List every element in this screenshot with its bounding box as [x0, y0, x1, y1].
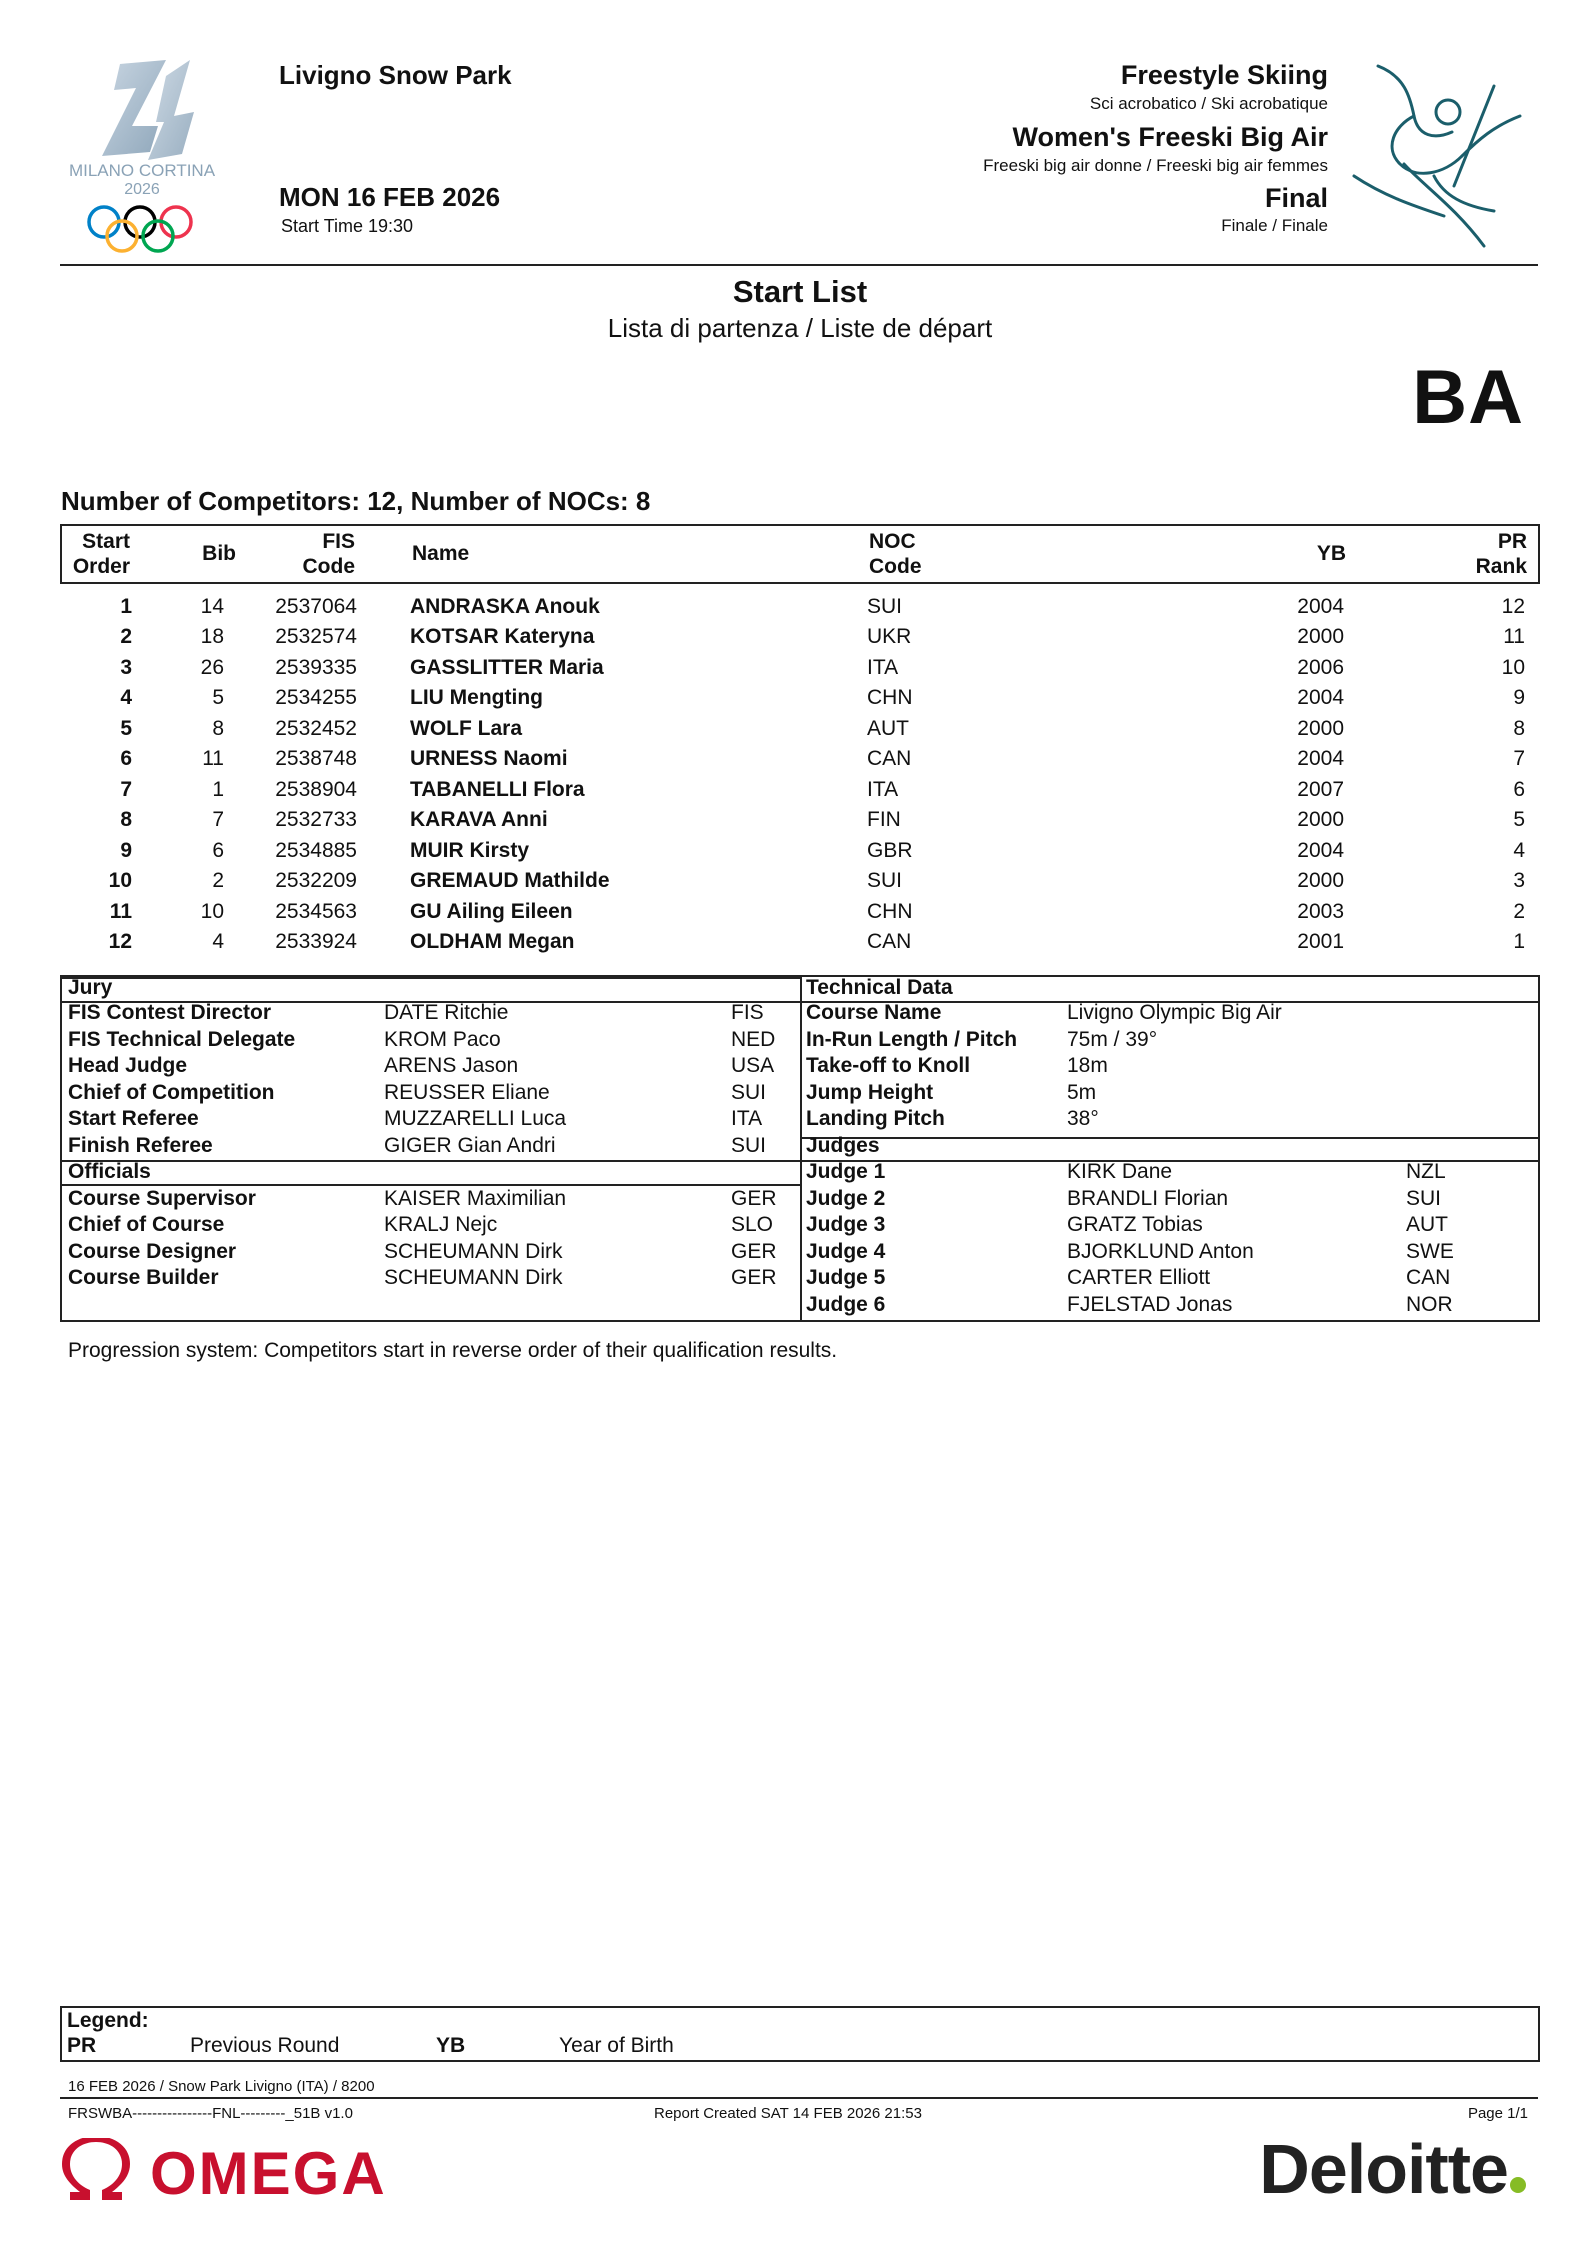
- competitor-summary: Number of Competitors: 12, Number of NOCs: 8: [61, 486, 651, 516]
- pr-rank: 6: [1513, 778, 1525, 801]
- noc-code: SUI: [867, 869, 903, 892]
- technical-value: 18m: [1067, 1054, 1108, 1077]
- document-subtitle: Lista di partenza / Liste de départ: [607, 313, 993, 343]
- judge-role: Judge 4: [806, 1240, 886, 1263]
- year-of-birth: 2004: [1297, 839, 1344, 862]
- judge-noc: SWE: [1406, 1240, 1454, 1263]
- year-of-birth: 2004: [1297, 595, 1344, 618]
- bib: 14: [200, 595, 224, 618]
- table-row: [60, 683, 1540, 713]
- bib: 5: [212, 686, 224, 709]
- legend-abbr: PR: [67, 2034, 97, 2057]
- header-name: Name: [412, 542, 470, 565]
- start-order: 1: [120, 595, 132, 618]
- header-pr-line1: PR: [1497, 530, 1527, 553]
- fis-code: 2538748: [275, 747, 357, 770]
- legend-abbr: YB: [436, 2034, 466, 2057]
- official-noc: GER: [731, 1240, 777, 1263]
- year-of-birth: 2001: [1297, 930, 1344, 953]
- year-of-birth: 2000: [1297, 869, 1344, 892]
- pr-rank: 11: [1503, 625, 1525, 648]
- year-of-birth: 2000: [1297, 808, 1344, 831]
- year-of-birth: 2004: [1297, 747, 1344, 770]
- official-noc: SLO: [731, 1213, 774, 1236]
- pr-rank: 12: [1501, 595, 1525, 618]
- official-noc: GER: [731, 1266, 777, 1289]
- svg-text:MILANO CORTINA: MILANO CORTINA: [68, 161, 216, 180]
- noc-code: CAN: [867, 747, 912, 770]
- athlete-name: MUIR Kirsty: [410, 839, 530, 862]
- table-row: [60, 866, 1540, 896]
- athlete-name: TABANELLI Flora: [410, 778, 585, 801]
- judge-noc: CAN: [1406, 1266, 1451, 1289]
- fis-code: 2534255: [275, 686, 357, 709]
- noc-code: AUT: [867, 717, 909, 740]
- athlete-name: KOTSAR Kateryna: [410, 625, 595, 648]
- pr-rank: 4: [1513, 839, 1525, 862]
- athlete-name: OLDHAM Megan: [410, 930, 575, 953]
- technical-value: 38°: [1067, 1107, 1099, 1130]
- jury-role: FIS Contest Director: [68, 1001, 272, 1024]
- start-order: 10: [108, 869, 132, 892]
- technical-title: Technical Data: [806, 976, 953, 999]
- year-of-birth: 2000: [1297, 625, 1344, 648]
- olympic-rings-icon: [89, 207, 191, 251]
- official-name: KRALJ Nejc: [384, 1213, 498, 1236]
- year-of-birth: 2007: [1297, 778, 1344, 801]
- event-date: MON 16 FEB 2026: [279, 182, 501, 212]
- jury-title: Jury: [68, 976, 113, 999]
- jury-noc: SUI: [731, 1134, 767, 1157]
- fis-code: 2532733: [275, 808, 357, 831]
- box-divider: [800, 977, 802, 1320]
- noc-code: CAN: [867, 930, 912, 953]
- technical-label: Landing Pitch: [806, 1107, 945, 1130]
- bib: 8: [212, 717, 224, 740]
- freestyle-skier-pictogram-icon: [1344, 56, 1530, 256]
- judge-role: Judge 2: [806, 1187, 886, 1210]
- table-row: [60, 836, 1540, 866]
- deloitte-dot-icon: [1510, 2177, 1526, 2193]
- fis-code: 2532209: [275, 869, 357, 892]
- jury-name: GIGER Gian Andri: [384, 1134, 556, 1157]
- noc-code: ITA: [867, 778, 899, 801]
- judge-noc: SUI: [1406, 1187, 1442, 1210]
- judge-name: BJORKLUND Anton: [1067, 1240, 1254, 1263]
- noc-code: UKR: [867, 625, 912, 648]
- noc-code: CHN: [867, 900, 913, 923]
- start-list-header: [60, 524, 1540, 584]
- jury-noc: SUI: [731, 1081, 767, 1104]
- start-time: Start Time 19:30: [281, 216, 414, 236]
- phase-subtitle: Finale / Finale: [1221, 216, 1328, 235]
- header-fis-line1: FIS: [322, 530, 355, 553]
- start-order: 5: [120, 717, 132, 740]
- jury-role: Chief of Competition: [68, 1081, 275, 1104]
- technical-value: 75m / 39°: [1067, 1028, 1158, 1051]
- svg-text:2026: 2026: [124, 181, 160, 198]
- header-noc-line2: Code: [869, 555, 922, 578]
- year-of-birth: 2003: [1297, 900, 1344, 923]
- jury-name: ARENS Jason: [384, 1054, 519, 1077]
- fis-code: 2537064: [275, 595, 357, 618]
- venue-name: Livigno Snow Park: [279, 60, 512, 90]
- header-bib: Bib: [202, 542, 236, 565]
- legend-text: Previous Round: [190, 2034, 340, 2057]
- official-role: Course Builder: [68, 1266, 219, 1289]
- athlete-name: LIU Mengting: [410, 686, 543, 709]
- table-row: [60, 622, 1540, 652]
- technical-label: In-Run Length / Pitch: [806, 1028, 1018, 1051]
- bib: 6: [212, 839, 224, 862]
- start-order: 8: [120, 808, 132, 831]
- judge-name: KIRK Dane: [1067, 1160, 1173, 1183]
- omega-logo: [60, 2138, 420, 2208]
- judge-name: CARTER Elliott: [1067, 1266, 1211, 1289]
- judge-name: FJELSTAD Jonas: [1067, 1293, 1233, 1316]
- footer-page-number: Page 1/1: [1467, 2105, 1528, 2122]
- athlete-name: GREMAUD Mathilde: [410, 869, 610, 892]
- technical-label: Course Name: [806, 1001, 942, 1024]
- athlete-name: WOLF Lara: [410, 717, 523, 740]
- header-fis-line2: Code: [302, 555, 355, 578]
- noc-code: GBR: [867, 839, 913, 862]
- fis-code: 2534885: [275, 839, 357, 862]
- start-order: 4: [120, 686, 132, 709]
- table-row: [60, 653, 1540, 683]
- document-code: BA: [1412, 355, 1524, 440]
- bib: 1: [212, 778, 224, 801]
- legend-title: Legend:: [67, 2009, 149, 2032]
- pr-rank: 2: [1513, 900, 1525, 923]
- header-fis-code: [303, 529, 356, 579]
- header-pr-line2: Rank: [1475, 555, 1527, 578]
- year-of-birth: 2000: [1297, 717, 1344, 740]
- official-role: Chief of Course: [68, 1213, 225, 1236]
- athlete-name: ANDRASKA Anouk: [410, 595, 600, 618]
- table-row: [60, 897, 1540, 927]
- jury-noc: USA: [731, 1054, 775, 1077]
- start-order: 7: [120, 778, 132, 801]
- header-noc-line1: NOC: [869, 530, 916, 553]
- judge-noc: AUT: [1406, 1213, 1448, 1236]
- judge-role: Judge 6: [806, 1293, 886, 1316]
- box-rule: [62, 977, 800, 979]
- bib: 4: [212, 930, 224, 953]
- start-order: 3: [120, 656, 132, 679]
- bib: 7: [212, 808, 224, 831]
- header-pr-rank: [1476, 529, 1527, 579]
- bib: 10: [200, 900, 224, 923]
- box-rule: [62, 1160, 800, 1162]
- official-role: Course Designer: [68, 1240, 237, 1263]
- jury-noc: ITA: [731, 1107, 763, 1130]
- fis-code: 2534563: [275, 900, 357, 923]
- noc-code: FIN: [867, 808, 901, 831]
- phase-title: Final: [1264, 183, 1328, 213]
- judge-role: Judge 1: [806, 1160, 886, 1183]
- pr-rank: 10: [1501, 656, 1525, 679]
- jury-noc: FIS: [731, 1001, 764, 1024]
- judge-noc: NZL: [1406, 1160, 1446, 1183]
- legend-box: [60, 2006, 1540, 2062]
- judge-name: BRANDLI Florian: [1067, 1187, 1229, 1210]
- jury-role: Start Referee: [68, 1107, 199, 1130]
- noc-code: SUI: [867, 595, 903, 618]
- start-order: 12: [108, 930, 132, 953]
- milano-cortina-logo: [62, 56, 222, 256]
- technical-label: Jump Height: [806, 1081, 934, 1104]
- sport-title: Freestyle Skiing: [1120, 60, 1328, 90]
- noc-code: ITA: [867, 656, 899, 679]
- judge-noc: NOR: [1406, 1293, 1453, 1316]
- athlete-name: GU Ailing Eileen: [410, 900, 573, 923]
- official-name: SCHEUMANN Dirk: [384, 1266, 563, 1289]
- event-subtitle: Freeski big air donne / Freeski big air femmes: [983, 156, 1328, 175]
- jury-name: MUZZARELLI Luca: [384, 1107, 567, 1130]
- year-of-birth: 2006: [1297, 656, 1344, 679]
- pr-rank: 1: [1513, 930, 1525, 953]
- judges-title: Judges: [806, 1134, 880, 1157]
- jury-name: KROM Paco: [384, 1028, 501, 1051]
- table-row: [60, 592, 1540, 622]
- header-start-order-line1: Start: [82, 530, 130, 553]
- fis-code: 2533924: [275, 930, 357, 953]
- fis-code: 2539335: [275, 656, 357, 679]
- noc-code: CHN: [867, 686, 913, 709]
- table-row: [60, 744, 1540, 774]
- omega-wordmark: OMEGA: [150, 2140, 387, 2207]
- table-row: [60, 927, 1540, 957]
- technical-value: Livigno Olympic Big Air: [1067, 1001, 1282, 1024]
- bib: 11: [202, 747, 224, 770]
- document-title: Start List: [732, 274, 868, 309]
- pr-rank: 5: [1513, 808, 1525, 831]
- judge-role: Judge 5: [806, 1266, 886, 1289]
- officials-title: Officials: [68, 1160, 151, 1183]
- start-order: 6: [120, 747, 132, 770]
- athlete-name: GASSLITTER Maria: [410, 656, 604, 679]
- bib: 18: [200, 625, 224, 648]
- footer-report-code: FRSWBA----------------FNL---------_51B v1.0: [68, 2105, 353, 2122]
- header-start-order: [73, 529, 130, 579]
- header-noc-code: [869, 529, 922, 579]
- official-noc: GER: [731, 1187, 777, 1210]
- legend-text: Year of Birth: [559, 2034, 674, 2057]
- table-row: [60, 775, 1540, 805]
- jury-noc: NED: [731, 1028, 776, 1051]
- judge-role: Judge 3: [806, 1213, 886, 1236]
- jury-role: Head Judge: [68, 1054, 188, 1077]
- official-name: SCHEUMANN Dirk: [384, 1240, 563, 1263]
- sport-subtitle: Sci acrobatico / Ski acrobatique: [1089, 94, 1328, 113]
- athlete-name: URNESS Naomi: [410, 747, 568, 770]
- fis-code: 2532452: [275, 717, 357, 740]
- table-row: [60, 714, 1540, 744]
- header-yb: YB: [1316, 542, 1346, 565]
- bib: 26: [200, 656, 224, 679]
- jury-name: REUSSER Eliane: [384, 1081, 550, 1104]
- event-title: Women's Freeski Big Air: [1012, 122, 1328, 152]
- technical-value: 5m: [1067, 1081, 1097, 1104]
- bib: 2: [212, 869, 224, 892]
- jury-role: Finish Referee: [68, 1134, 213, 1157]
- deloitte-wordmark: Deloitte: [1259, 2130, 1508, 2208]
- footer-divider: [60, 2097, 1538, 2099]
- header-start-order-line2: Order: [72, 555, 130, 578]
- jury-role: FIS Technical Delegate: [68, 1028, 296, 1051]
- header-divider: [60, 264, 1538, 266]
- pr-rank: 9: [1513, 686, 1525, 709]
- official-name: KAISER Maximilian: [384, 1187, 567, 1210]
- athlete-name: KARAVA Anni: [410, 808, 548, 831]
- start-order: 2: [120, 625, 132, 648]
- pr-rank: 3: [1513, 869, 1525, 892]
- jury-name: DATE Ritchie: [384, 1001, 509, 1024]
- fis-code: 2538904: [275, 778, 357, 801]
- pr-rank: 8: [1513, 717, 1525, 740]
- pr-rank: 7: [1513, 747, 1525, 770]
- year-of-birth: 2004: [1297, 686, 1344, 709]
- technical-label: Take-off to Knoll: [806, 1054, 971, 1077]
- table-row: [60, 805, 1540, 835]
- start-order: 11: [109, 900, 132, 923]
- deloitte-logo: [1259, 2130, 1526, 2210]
- start-order: 9: [120, 839, 132, 862]
- footer-report-created: Report Created SAT 14 FEB 2026 21:53: [654, 2105, 922, 2122]
- progression-note: Progression system: Competitors start in reverse order of their qualification results.: [68, 1339, 838, 1362]
- fis-code: 2532574: [275, 625, 357, 648]
- box-rule: [802, 1137, 1538, 1139]
- judge-name: GRATZ Tobias: [1067, 1213, 1203, 1236]
- official-role: Course Supervisor: [68, 1187, 256, 1210]
- footer-venue-line: 16 FEB 2026 / Snow Park Livigno (ITA) / 8200: [68, 2078, 375, 2095]
